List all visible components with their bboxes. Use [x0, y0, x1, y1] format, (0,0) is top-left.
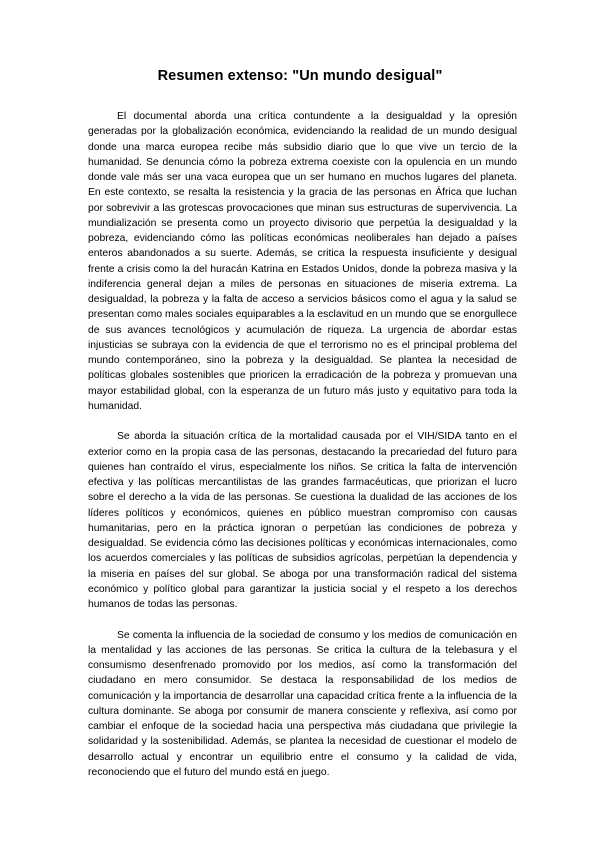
paragraph-3: Se comenta la influencia de la sociedad de consumo y los medios de comunicación en la mentalidad y las acciones de las personas. Se critica la cultura de la telebasura y el consumismo desenfrenado promovido por los medios, así como la transformación del ciudadano en mero consumidor. Se destaca la responsabilidad de los medios de comunicación y la importancia de desarrollar una capacidad crítica frente a la influencia de la cultura dominante. Se aboga por consumir de manera consciente y reflexiva, así como por cambiar el enfoque de la sociedad hacia una perspectiva más ciudadana que privilegie la solidaridad y la sostenibilidad. Además, se plantea la necesidad de cuestionar el modelo de desarrollo actual y encontrar un equilibrio entre el consumo y la calidad de vida, reconociendo que el futuro del mundo está en juego. — [88, 629, 517, 778]
paragraph-2: Se aborda la situación crítica de la mortalidad causada por el VIH/SIDA tanto en el exterior como en la propia casa de las personas, destacando la precariedad del futuro para quienes han contraído el virus, especialmente los niños. Se critica la falta de intervención efectiva y las políticas mercantilistas de las grandes farmacéuticas, que priorizan el lucro sobre el derecho a la vida de las personas. Se cuestiona la dualidad de las acciones de los líderes políticos y económicos, quienes en público muestran compromiso con causas humanitarias, pero en la práctica ignoran o perpetúan las condiciones de pobreza y desigualdad. Se evidencia cómo las decisiones políticas y económicas internacionales, como los acuerdos comerciales y las políticas de subsidios agrícolas, perpetúan la dependencia y la miseria en países del sur global. Se aboga por una transformación radical del sistema económico y político global para garantizar la justicia social y el respeto a los derechos humanos de todas las personas. — [88, 431, 517, 610]
document-body — [88, 109, 517, 780]
document-title: Resumen extenso: "Un mundo desigual" — [157, 68, 443, 84]
paragraph-1: El documental aborda una crítica contundente a la desigualdad y la opresión generadas por la globalización económica, evidenciando la realidad de un mundo desigual donde una marca europea recibe más subsidio diario que lo que vive un tercio de la humanidad. Se denuncia cómo la pobreza extrema coexiste con la opulencia en un mundo donde vale más ser una vaca europea que un ser humano en muchos lugares del planeta. En este contexto, se resalta la resistencia y la gracia de las personas en África que luchan por sobrevivir a las grotescas provocaciones que minan sus estructuras de supervivencia. La mundialización se presenta como un proyecto divisorio que perpetúa la desigualdad y la pobreza, evidenciando cómo las políticas económicas neoliberales han dejado a países enteros abandonados a su suerte. Además, se critica la respuesta insuficiente y desigual frente a crisis como la del huracán Katrina en Estados Unidos, donde la pobreza masiva y la indiferencia general dejan a miles de personas en situaciones de miseria extrema. La desigualdad, la pobreza y la falta de acceso a servicios básicos como el agua y la salud se presentan como males sociales equiparables a la esclavitud en un mundo que se enorgullece de sus avances tecnológicos y acumulación de riqueza. La urgencia de abordar estas injusticias se subraya con la evidencia de que el terrorismo no es el principal problema del mundo contemporáneo, sino la pobreza y la desigualdad. Se plantea la necesidad de políticas globales sostenibles que prioricen la erradicación de la pobreza y promuevan una mayor estabilidad global, con la esperanza de un futuro más justo y equitativo para toda la humanidad. — [88, 111, 517, 412]
